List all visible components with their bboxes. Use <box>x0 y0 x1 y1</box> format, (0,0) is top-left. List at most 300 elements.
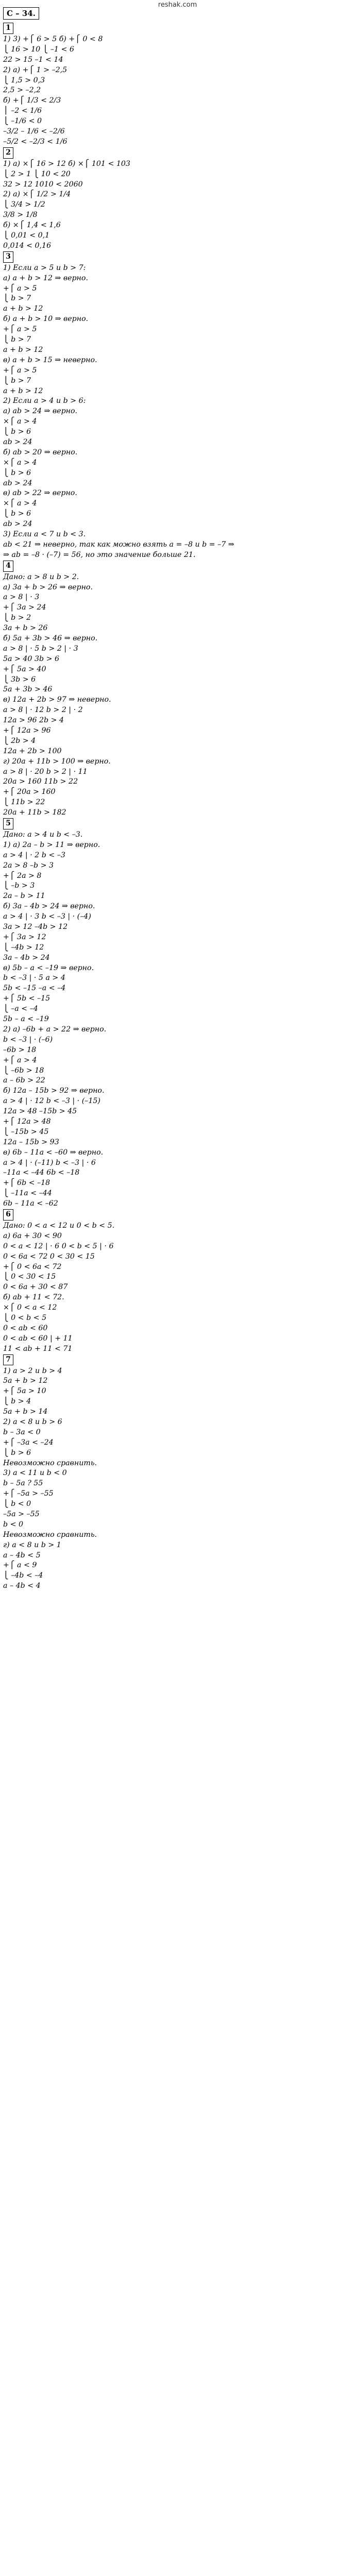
line-text: 2a – b > 11 <box>3 892 45 901</box>
line-text: ab < 21 ⇒ неверно, так как можно взять a = –8 и b = –7 ⇒ <box>3 540 234 549</box>
solution-line <box>3 1581 351 1591</box>
site-header: reshak.com <box>158 1 197 9</box>
line-text: a > 8 | · 3 <box>3 593 40 602</box>
solution-line <box>3 1428 351 1438</box>
solution-line <box>3 325 351 335</box>
solution-line <box>3 458 351 468</box>
section-label: 1 <box>3 23 13 34</box>
line-text: 22 > 15 –1 < 14 <box>3 55 63 64</box>
line-text: 11 < ab + 11 < 71 <box>3 1344 73 1353</box>
solution-line <box>3 488 351 499</box>
section-number <box>3 561 351 572</box>
solution-line <box>3 1086 351 1096</box>
line-text: 5a + b > 14 <box>3 1408 48 1416</box>
line-text: г) 20a + 11b > 100 ⇒ верно. <box>3 757 111 766</box>
line-text: г) a < 8 и b > 1 <box>3 1540 61 1549</box>
solution-line <box>3 912 351 922</box>
solution-line <box>3 767 351 777</box>
solution-line <box>3 221 351 231</box>
solution-line <box>3 65 351 76</box>
solution-line <box>3 1127 351 1138</box>
line-text: ⎩ –1/6 < 0 <box>3 117 42 126</box>
line-text: 32 > 12 1010 < 2060 <box>3 180 83 189</box>
line-text: 3a > 12 –4b > 12 <box>3 923 68 931</box>
line-text: +⎧ a > 4 <box>3 1056 37 1064</box>
line-text: –5/2 < –2/3 < 1/6 <box>3 137 67 146</box>
solution-line <box>3 55 351 65</box>
line-text: 12a > 96 2b > 4 <box>3 716 64 725</box>
solution-line <box>3 830 351 840</box>
solution-line <box>3 798 351 808</box>
solution-line <box>3 304 351 314</box>
line-text: в) ab > 22 ⇒ верно. <box>3 489 77 498</box>
solution-line <box>3 851 351 861</box>
solution-line <box>3 1499 351 1510</box>
line-text: 2,5 > –2,2 <box>3 86 41 95</box>
solution-line <box>3 1138 351 1148</box>
solution-content <box>3 23 351 1591</box>
line-text: а) 6a + 30 < 90 <box>3 1231 62 1240</box>
line-text: –5a > –55 <box>3 1510 40 1519</box>
line-text: 3) a < 11 и b < 0 <box>3 1469 67 1478</box>
line-text: Невозможно сравнить. <box>3 1459 97 1467</box>
solution-line <box>3 736 351 747</box>
solution-line <box>3 623 351 634</box>
line-text: Дано: a > 4 и b < –3. <box>3 831 83 839</box>
solution-line <box>3 1076 351 1086</box>
solution-line <box>3 479 351 489</box>
line-text: 2a > 8 –b > 3 <box>3 861 54 870</box>
solution-line <box>3 1407 351 1417</box>
line-text: ×⎧ 0 < a < 12 <box>3 1303 57 1312</box>
line-text: a > 8 | · 5 b > 2 | · 3 <box>3 644 78 653</box>
line-text: ⇒ ab = –8 · (–7) = 56, но это значение больше 21. <box>3 550 196 559</box>
solution-line <box>3 1231 351 1242</box>
line-text: 1) а) 2a – b > 11 ⇒ верно. <box>3 840 100 849</box>
solution-line <box>3 572 351 583</box>
line-text: a > 4 | · 12 b < –3 | · (–15) <box>3 1097 100 1106</box>
solution-line <box>3 1158 351 1168</box>
line-text: ⎩ 0 < 30 < 15 <box>3 1273 56 1281</box>
line-text: а) ab > 24 ⇒ верно. <box>3 407 78 416</box>
solution-line <box>3 96 351 106</box>
line-text: a + b > 12 <box>3 345 43 354</box>
solution-line <box>3 1551 351 1561</box>
solution-line <box>3 705 351 716</box>
line-text: 0 < 6a + 30 < 87 <box>3 1283 68 1292</box>
solution-line <box>3 1096 351 1107</box>
line-text: 1) а) ×⎧ 16 > 12 б) ×⎧ 101 < 103 <box>3 159 130 168</box>
solution-line <box>3 406 351 417</box>
line-text: ab > 24 <box>3 437 32 446</box>
line-text: b < –3 | · (–6) <box>3 1035 53 1044</box>
line-text: а) а + b > 12 ⇒ верно. <box>3 274 88 282</box>
section-number <box>3 147 351 159</box>
solution-line <box>3 1293 351 1303</box>
line-text: +⎧ 2a > 8 <box>3 871 42 880</box>
solution-line <box>3 519 351 530</box>
solution-line <box>3 530 351 540</box>
line-text: б) 12a – 15b > 92 ⇒ верно. <box>3 1087 105 1095</box>
solution-line <box>3 263 351 274</box>
solution-line <box>3 1468 351 1479</box>
line-text: 12a + 2b > 100 <box>3 747 62 755</box>
line-text: +⎧ 5b < –15 <box>3 994 50 1003</box>
line-text: a > 8 | · 12 b > 2 | · 2 <box>3 706 83 715</box>
section-label: 5 <box>3 818 13 829</box>
solution-line <box>3 1510 351 1520</box>
line-text: 12a > 48 –15b > 45 <box>3 1107 77 1116</box>
solution-line <box>3 1344 351 1354</box>
line-text: +⎧ 12a > 96 <box>3 726 51 735</box>
solution-line <box>3 1376 351 1386</box>
line-text: b – 3a < 0 <box>3 1428 41 1436</box>
solution-line <box>3 366 351 376</box>
line-text: +⎧ 0 < 6a < 72 <box>3 1262 62 1271</box>
line-text: +⎧ 5a > 40 <box>3 665 46 673</box>
line-text: ⎩ b > 7 <box>3 376 31 385</box>
solution-line <box>3 540 351 550</box>
solution-line <box>3 45 351 55</box>
solution-line <box>3 1571 351 1581</box>
solution-line <box>3 284 351 294</box>
line-text: 3/8 > 1/8 <box>3 211 38 219</box>
solution-line <box>3 1448 351 1459</box>
solution-line <box>3 984 351 994</box>
line-text: a > 4 | · 3 b < –3 | · (–4) <box>3 912 91 921</box>
line-text: 5a + 3b > 46 <box>3 685 53 694</box>
solution-line <box>3 994 351 1004</box>
section-number <box>3 1354 351 1366</box>
section-label: 6 <box>3 1209 13 1221</box>
line-text: в) 12a + 2b > 97 ⇒ неверно. <box>3 696 111 704</box>
line-text: 6b – 11a < –62 <box>3 1199 58 1208</box>
line-text: 5b – a < –19 <box>3 1015 49 1024</box>
solution-line <box>3 1252 351 1262</box>
line-text: +⎧ –3a < –24 <box>3 1438 54 1447</box>
line-text: 12a – 15b > 93 <box>3 1138 59 1146</box>
solution-line <box>3 1386 351 1397</box>
line-text: +⎧ a > 5 <box>3 366 37 375</box>
solution-line <box>3 583 351 593</box>
solution-line <box>3 1004 351 1014</box>
solution-line <box>3 1148 351 1158</box>
line-text: a > 4 | · (–11) b < –3 | · 6 <box>3 1158 96 1167</box>
solution-line <box>3 190 351 200</box>
line-text: a + b > 12 <box>3 304 43 313</box>
solution-line <box>3 241 351 251</box>
line-text: –6b > 18 <box>3 1045 37 1054</box>
section-label: 2 <box>3 147 13 159</box>
line-text: ×⎧ a > 4 <box>3 458 37 467</box>
line-text: a > 8 | · 20 b > 2 | · 11 <box>3 767 88 776</box>
solution-line <box>3 1221 351 1231</box>
line-text: б) 5a + 3b > 46 ⇒ верно. <box>3 634 98 642</box>
solution-line <box>3 747 351 757</box>
line-text: в) a + b > 15 ⇒ неверно. <box>3 355 97 364</box>
solution-line <box>3 1334 351 1344</box>
section-number <box>3 1209 351 1221</box>
line-text: ⎩ b > 7 <box>3 294 31 303</box>
line-text: ⎩ 3b > 6 <box>3 675 36 684</box>
line-text: Дано: a > 8 и b > 2. <box>3 572 79 581</box>
line-text: 0 < ab < 60 | + 11 <box>3 1334 73 1343</box>
line-text: ⎩ –a < –4 <box>3 1005 38 1013</box>
line-text: ⎩ 11b > 22 <box>3 798 45 807</box>
solution-line <box>3 1540 351 1551</box>
line-text: ⎩ 2 > 1 ⎩ 10 < 20 <box>3 170 71 178</box>
line-text: 0 < a < 12 | · 6 0 < b < 5 | · 6 <box>3 1242 114 1250</box>
line-text: б) ab > 20 ⇒ верно. <box>3 448 78 456</box>
line-text: +⎧ 3a > 24 <box>3 603 46 612</box>
solution-line <box>3 943 351 953</box>
line-text: Невозможно сравнить. <box>3 1530 97 1539</box>
line-text: б) a + b > 10 ⇒ верно. <box>3 315 89 324</box>
solution-line <box>3 685 351 695</box>
solution-line <box>3 1117 351 1127</box>
solution-line <box>3 1025 351 1035</box>
line-text: ×⎧ a > 4 <box>3 417 37 426</box>
solution-line <box>3 808 351 818</box>
solution-line <box>3 1397 351 1407</box>
solution-line <box>3 116 351 127</box>
solution-line <box>3 902 351 912</box>
line-text: ⎩ b < 0 <box>3 1500 31 1509</box>
solution-line <box>3 437 351 448</box>
line-text: ⎩ b > 6 <box>3 1448 31 1457</box>
line-text: a + b > 12 <box>3 386 43 395</box>
section-label: 4 <box>3 561 13 572</box>
line-text: +⎧ –5a > –55 <box>3 1489 54 1498</box>
line-text: ⎩ b > 2 <box>3 614 31 622</box>
line-text: ⎩ b > 4 <box>3 1397 31 1406</box>
solution-line <box>3 726 351 736</box>
solution-line <box>3 376 351 386</box>
line-text: ×⎧ a > 4 <box>3 499 37 508</box>
line-text: –3/2 – 1/6 < –2/6 <box>3 127 65 136</box>
solution-line <box>3 1199 351 1209</box>
line-text: ⎩ 3/4 > 1/2 <box>3 200 45 209</box>
line-text: 5a > 40 3b > 6 <box>3 654 59 663</box>
line-text: ⎩ 0 < b < 5 <box>3 1313 47 1322</box>
line-text: в) 6b – 11a < –60 ⇒ верно. <box>3 1148 104 1157</box>
solution-line <box>3 592 351 603</box>
line-text: ⎩ b > 6 <box>3 468 31 477</box>
solution-line <box>3 695 351 705</box>
solution-line <box>3 644 351 654</box>
line-text: a – 4b < 4 <box>3 1582 41 1590</box>
line-text: b < –3 | · 5 a > 4 <box>3 974 65 982</box>
solution-line <box>3 314 351 325</box>
line-text: ⎩ b > 6 <box>3 510 31 518</box>
line-text: ⎩ –11a < –44 <box>3 1189 52 1198</box>
solution-line <box>3 777 351 787</box>
line-text: 0,014 < 0,16 <box>3 241 52 250</box>
line-text: +⎧ a > 5 <box>3 284 37 293</box>
solution-line <box>3 345 351 355</box>
solution-line <box>3 1561 351 1571</box>
solution-line <box>3 396 351 406</box>
line-text: +⎧ a > 5 <box>3 325 37 334</box>
solution-line <box>3 1107 351 1117</box>
solution-line <box>3 448 351 458</box>
line-text: 5a + b > 12 <box>3 1377 48 1385</box>
solution-line <box>3 1262 351 1273</box>
solution-line <box>3 675 351 685</box>
solution-line <box>3 499 351 509</box>
solution-line <box>3 127 351 137</box>
solution-line <box>3 386 351 397</box>
solution-line <box>3 973 351 984</box>
line-text: б) ×⎧ 1,4 < 1,6 <box>3 221 61 230</box>
solution-line <box>3 871 351 882</box>
line-text: a – 6b > 22 <box>3 1076 45 1085</box>
solution-line <box>3 891 351 902</box>
solution-line <box>3 922 351 933</box>
solution-line <box>3 106 351 116</box>
solution-line <box>3 963 351 974</box>
line-text: ⎩ 1,5 > 0,3 <box>3 76 45 84</box>
solution-line <box>3 1366 351 1377</box>
line-text: +⎧ 20a > 160 <box>3 788 56 796</box>
section-number <box>3 818 351 830</box>
line-text: 2) а) ×⎧ 1/2 > 1/4 <box>3 190 71 199</box>
solution-line <box>3 86 351 96</box>
solution-line <box>3 953 351 963</box>
solution-line <box>3 665 351 675</box>
solution-line <box>3 1035 351 1045</box>
solution-line <box>3 210 351 221</box>
section-label: 3 <box>3 251 13 263</box>
solution-line <box>3 1417 351 1428</box>
solution-line <box>3 1520 351 1530</box>
solution-line <box>3 757 351 767</box>
line-text: ab > 24 <box>3 520 32 529</box>
line-text: ⎩ –4b < –4 <box>3 1571 43 1580</box>
line-text: б) 3a – 4b > 24 ⇒ верно. <box>3 902 95 911</box>
line-text: –11a < –44 6b < –18 <box>3 1168 80 1177</box>
solution-line <box>3 716 351 726</box>
line-text: 5b < –15 –a < –4 <box>3 984 66 993</box>
line-text: ⎩ 0,01 < 0,1 <box>3 231 50 240</box>
line-text: +⎧ 12a > 48 <box>3 1117 51 1126</box>
line-text: 1) 3) +⎧ 6 > 5 б) +⎧ 0 < 8 <box>3 35 103 43</box>
solution-line <box>3 1459 351 1469</box>
solution-line <box>3 787 351 798</box>
line-text: 2) а) –6b + a > 22 ⇒ верно. <box>3 1025 107 1033</box>
section-label: 7 <box>3 1354 13 1366</box>
line-text: ⎩ b > 6 <box>3 428 31 436</box>
solution-line <box>3 274 351 284</box>
solution-line <box>3 1530 351 1540</box>
solution-line <box>3 1189 351 1199</box>
line-text: б) ab + 11 < 72. <box>3 1293 64 1302</box>
solution-line <box>3 170 351 180</box>
line-text: ⎩ –15b > 45 <box>3 1127 49 1136</box>
solution-line <box>3 335 351 345</box>
solution-line <box>3 76 351 86</box>
solution-line <box>3 603 351 613</box>
line-text: 3a + b > 26 <box>3 624 48 633</box>
solution-line <box>3 468 351 479</box>
solution-line <box>3 634 351 644</box>
solution-line <box>3 1045 351 1056</box>
solution-line <box>3 355 351 366</box>
solution-line <box>3 1056 351 1066</box>
solution-line <box>3 137 351 147</box>
line-text: 1) Если а > 5 и b > 7: <box>3 263 86 272</box>
solution-line <box>3 1489 351 1499</box>
solution-line <box>3 417 351 427</box>
line-text: 0 < 6a < 72 0 < 30 < 15 <box>3 1252 95 1261</box>
line-text: 3) Если a < 7 и b < 3. <box>3 530 86 538</box>
line-text: 1) a > 2 и b > 4 <box>3 1366 62 1375</box>
solution-line <box>3 840 351 851</box>
line-text: 20a > 160 11b > 22 <box>3 777 78 786</box>
solution-line <box>3 933 351 943</box>
line-text: a – 4b < 5 <box>3 1551 41 1560</box>
line-text: +⎧ 5a > 10 <box>3 1387 46 1396</box>
solution-line <box>3 1303 351 1313</box>
solution-line <box>3 1272 351 1282</box>
solution-line <box>3 861 351 871</box>
solution-line <box>3 1324 351 1334</box>
solution-line <box>3 613 351 623</box>
line-text: 0 < ab < 60 <box>3 1324 48 1332</box>
line-text: ⎩ 16 > 10 ⎩ –1 < 6 <box>3 45 74 54</box>
line-text: а) 3a + b > 26 ⇒ верно. <box>3 583 93 591</box>
line-text: b < 0 <box>3 1520 24 1529</box>
solution-line <box>3 200 351 210</box>
section-number <box>3 23 351 35</box>
solution-line <box>3 1178 351 1189</box>
line-text: 20a + 11b > 182 <box>3 808 66 817</box>
solution-line <box>3 1282 351 1293</box>
line-text: ⎩ b > 7 <box>3 335 31 344</box>
line-text: в) 5b – a < –19 ⇒ верно. <box>3 963 94 972</box>
solution-line <box>3 1066 351 1076</box>
line-text: ⎩ –4b > 12 <box>3 943 44 952</box>
line-text: 2) а) +⎧ 1 > –2,5 <box>3 65 67 74</box>
solution-line <box>3 1479 351 1489</box>
line-text: б) +⎧ 1/3 < 2/3 <box>3 96 61 105</box>
line-text: 3a – 4b > 24 <box>3 953 50 962</box>
solution-line <box>3 881 351 891</box>
line-text: ⎩ –b > 3 <box>3 882 35 890</box>
solution-line <box>3 1168 351 1178</box>
solution-line <box>3 180 351 190</box>
line-text: +⎧ 6b < –18 <box>3 1179 50 1188</box>
solution-line <box>3 159 351 170</box>
solution-line <box>3 1313 351 1324</box>
line-text: Дано: 0 < a < 12 и 0 < b < 5. <box>3 1221 115 1230</box>
line-text: b – 5a ? 55 <box>3 1479 43 1488</box>
page-title: С – 34. <box>3 7 39 20</box>
line-text: ⎪ –2 < 1/6 <box>3 107 42 115</box>
solution-line <box>3 654 351 665</box>
solution-line <box>3 427 351 437</box>
solution-line <box>3 231 351 241</box>
solution-line <box>3 35 351 45</box>
solution-line <box>3 1014 351 1025</box>
line-text: ⎩ 2b > 4 <box>3 736 36 745</box>
solution-line <box>3 1242 351 1252</box>
line-text: +⎧ 3a > 12 <box>3 933 46 941</box>
line-text: ⎩ –6b > 18 <box>3 1066 44 1075</box>
line-text: ab > 24 <box>3 479 32 487</box>
solution-line <box>3 550 351 561</box>
solution-line <box>3 294 351 304</box>
